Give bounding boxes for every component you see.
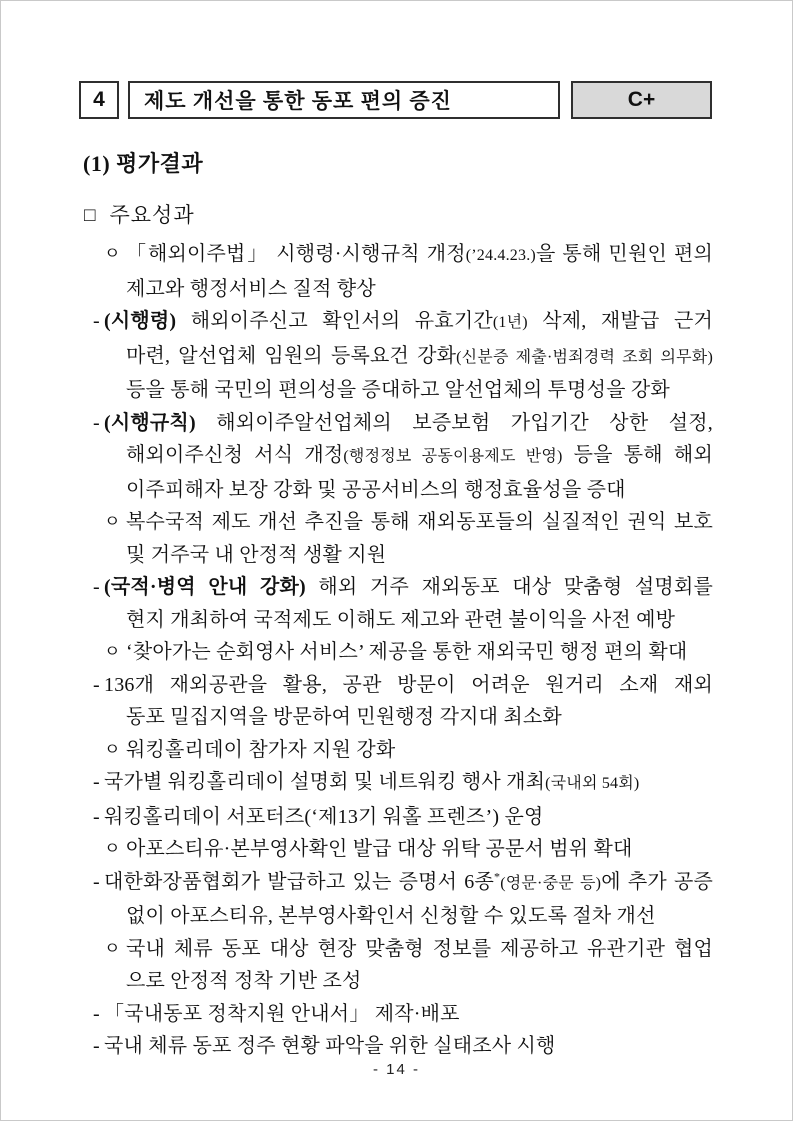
page-number: - 14 - [372, 1061, 420, 1078]
text-segment: (국적·병역 안내 강화) [104, 576, 306, 598]
body-line [81, 374, 713, 407]
circle-bullet-marker: ㅇ [104, 244, 121, 263]
dash-bullet-marker: - [93, 870, 100, 893]
dash-bullet-marker: - [93, 310, 100, 332]
body-line [81, 407, 713, 440]
paragraph [81, 1030, 713, 1063]
text-segment: 136개 재외공관을 활용, 공관 방문이 어려운 원거리 소재 재외 [104, 673, 714, 696]
circle-bullet-marker: ㅇ [104, 739, 121, 759]
body-line [81, 506, 713, 539]
section-title: 제도 개선을 통한 동포 편의 증진 [144, 89, 452, 113]
paragraph [81, 866, 713, 933]
text-segment: 동포 밀집지역을 방문하여 민원행정 각지대 최소화 [126, 706, 562, 728]
body-line [81, 866, 713, 901]
body-line [81, 669, 713, 702]
text-segment: (시행규칙) [104, 411, 196, 434]
paragraph [81, 636, 713, 669]
circle-bullet-marker: ㅇ [104, 938, 121, 958]
circle-bullet-marker: ㅇ [104, 642, 121, 661]
body-line [81, 900, 713, 933]
section-title-box [128, 81, 560, 119]
text-segment: 에 추가 공증 [601, 870, 713, 893]
body-line [81, 998, 713, 1031]
body-line [81, 238, 713, 273]
text-segment: (행정정보 공동이용제도 반영) [343, 448, 563, 465]
paragraph [81, 801, 713, 834]
section-number-box [79, 81, 119, 119]
body-line [81, 833, 713, 866]
text-segment: 및 거주국 내 안정적 생활 지원 [126, 543, 387, 566]
body-line [81, 734, 713, 767]
text-segment: 등을 통해 해외 [562, 444, 713, 466]
body-line [81, 801, 713, 834]
dash-bullet-marker: - [93, 1035, 100, 1057]
text-segment: (시행령) [104, 310, 177, 332]
text-segment: ‘찾아가는 순회영사 서비스’ 제공을 통한 재외국민 행정 편의 확대 [126, 641, 688, 663]
body-line [81, 965, 713, 998]
section-number: 4 [93, 88, 105, 111]
text-segment: 워킹홀리데이 서포터즈(‘제13기 워홀 프렌즈’) 운영 [104, 805, 544, 828]
text-segment: 등을 통해 국민의 편의성을 증대하고 알선업체의 투명성을 강화 [126, 379, 670, 401]
section-header [79, 81, 712, 119]
text-segment: 마련, 알선업체 임원의 등록요건 강화 [126, 344, 457, 367]
text-segment: 없이 아포스티유, 본부영사확인서 신청할 수 있도록 절차 개선 [126, 905, 656, 927]
text-segment: 국가별 워킹홀리데이 설명회 및 네트워킹 행사 개최 [104, 771, 546, 793]
paragraph [81, 734, 713, 767]
subsection-heading: (1) 평가결과 [83, 151, 204, 176]
paragraph [81, 833, 713, 866]
body-line [81, 273, 713, 306]
body-line [81, 539, 713, 572]
text-segment: (국내외 54회) [545, 775, 640, 792]
text-segment: 해외이주신청 서식 개정 [126, 444, 344, 466]
text-segment: * [494, 868, 501, 883]
text-segment: 국내 체류 동포 정주 현황 파악을 위한 실태조사 시행 [104, 1035, 556, 1057]
body-line [81, 636, 713, 669]
text-segment: 제고와 행정서비스 질적 향상 [126, 277, 376, 300]
text-segment: 「국내동포 정착지원 안내서」 제작·배포 [104, 1002, 460, 1025]
paragraph [81, 766, 713, 801]
text-segment: (신분증 제출·범죄경력 조회 의무화) [456, 348, 713, 366]
dash-bullet-marker: - [93, 576, 100, 598]
body-line [81, 305, 713, 340]
circle-bullet-marker: ㅇ [104, 839, 121, 858]
text-segment: (’24.4.23.) [465, 247, 536, 264]
text-segment: 대한화장품협회가 발급하고 있는 증명서 6종 [104, 870, 494, 893]
grade-value: C+ [627, 88, 656, 111]
text-segment: (영문·중문 등) [500, 874, 602, 892]
text-segment: 이주피해자 보장 강화 및 공공서비스의 행정효율성을 증대 [126, 478, 626, 501]
circle-bullet-marker: ㅇ [104, 512, 121, 531]
text-segment: 삭제, 재발급 근거 [527, 310, 713, 332]
major-achievements-heading [84, 199, 195, 229]
text-segment: (1년) [492, 314, 528, 331]
paragraph [81, 571, 713, 636]
text-segment: 을 통해 민원인 편의 [535, 243, 713, 265]
dash-bullet-marker: - [93, 805, 100, 828]
dash-bullet-marker: - [93, 771, 100, 793]
body-line [81, 766, 713, 801]
paragraph [81, 238, 713, 305]
text-segment: 해외이주신고 확인서의 유효기간 [176, 310, 493, 332]
text-segment: 국내 체류 동포 대상 현장 맞춤형 정보를 제공하고 유관기관 협업 [126, 937, 713, 960]
text-segment: 워킹홀리데이 참가자 지원 강화 [126, 738, 396, 761]
text-segment: 해외이주알선업체의 보증보험 가입기간 상한 설정, [195, 411, 713, 434]
body-line [81, 933, 713, 966]
major-achievements-label: 주요성과 [109, 203, 195, 227]
text-segment: 아포스티유·본부영사확인 발급 대상 위탁 공문서 범위 확대 [126, 838, 633, 860]
text-segment: 현지 개최하여 국적제도 이해도 제고와 관련 불이익을 사전 예방 [126, 608, 676, 631]
text-segment: 「해외이주법」 시행령·시행규칙 개정 [126, 243, 466, 265]
paragraph [81, 669, 713, 734]
paragraph [81, 998, 713, 1031]
text-segment: 으로 안정적 정착 기반 조성 [126, 970, 362, 992]
dash-bullet-marker: - [93, 1002, 100, 1025]
body-line [81, 571, 713, 604]
body-line [81, 701, 713, 734]
dash-bullet-marker: - [93, 411, 100, 434]
paragraph [81, 506, 713, 571]
paragraph [81, 933, 713, 998]
body-line [81, 1030, 713, 1063]
dash-bullet-marker: - [93, 673, 100, 696]
body-line [81, 474, 713, 507]
square-bullet-icon: □ [84, 205, 97, 226]
text-segment: 복수국적 제도 개선 추진을 통해 재외동포들의 실질적인 권익 보호 [126, 511, 713, 533]
grade-badge [571, 81, 712, 119]
body-line [81, 340, 713, 375]
paragraph [81, 305, 713, 407]
body-line [81, 439, 713, 474]
body-line [81, 604, 713, 637]
paragraph [81, 407, 713, 507]
text-segment: 해외 거주 재외동포 대상 맞춤형 설명회를 [305, 576, 713, 598]
body-content [81, 238, 713, 1063]
